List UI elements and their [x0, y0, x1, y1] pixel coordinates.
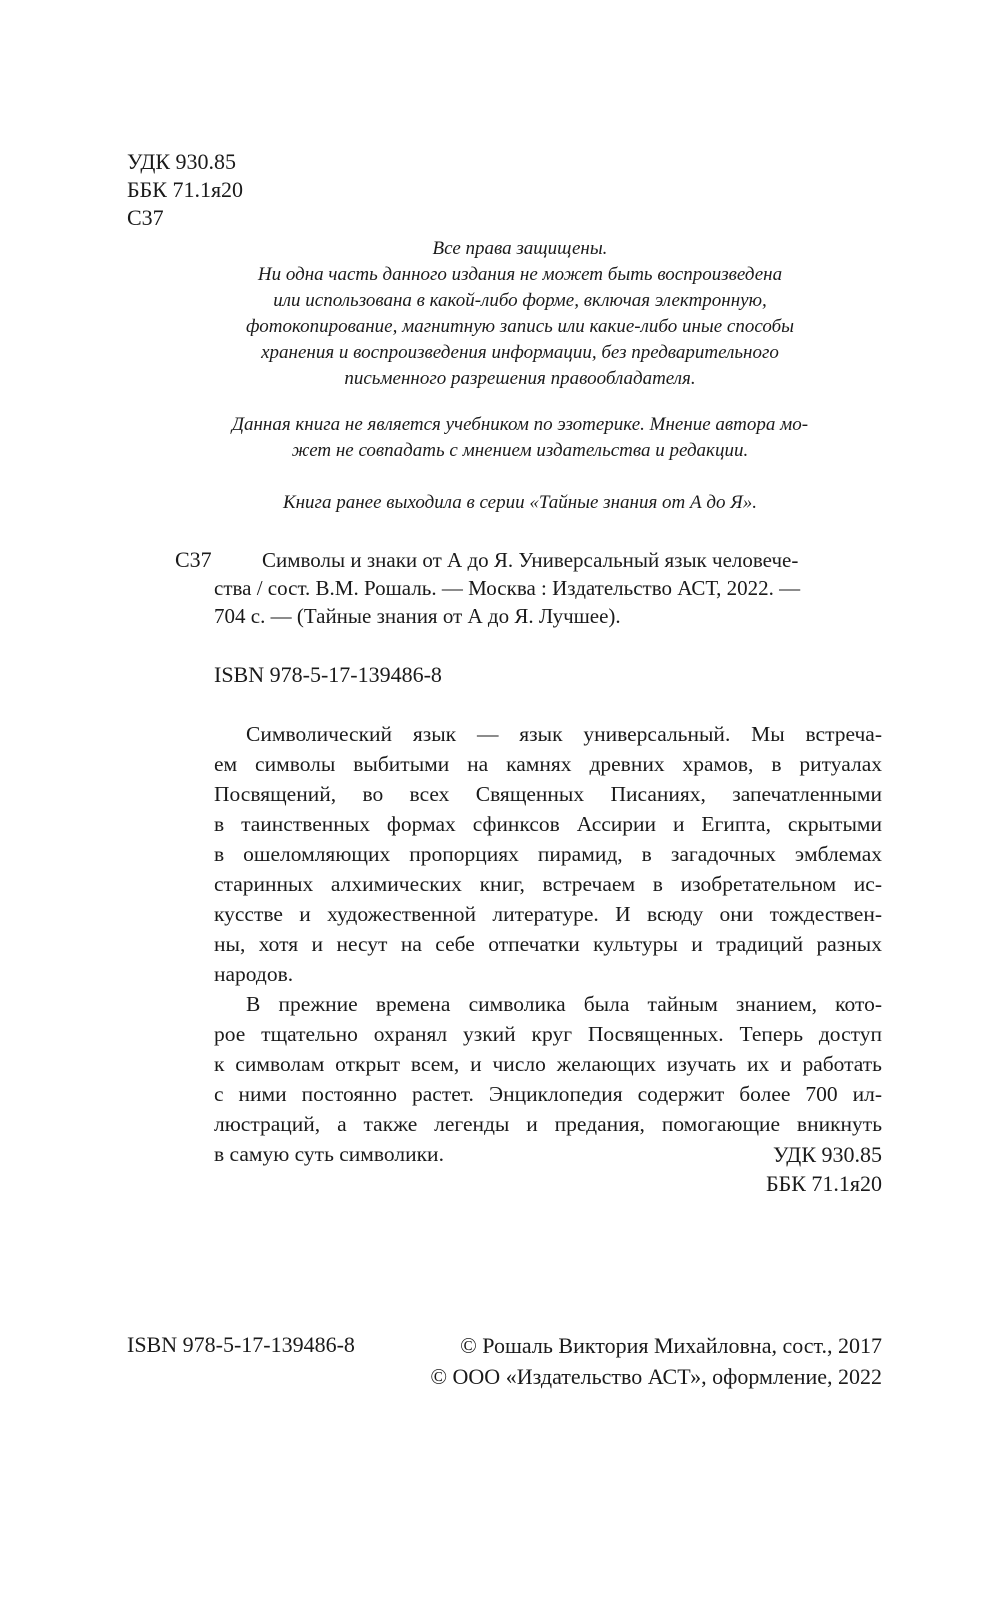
annotation-line: ны, хотя и несут на себе отпечатки культуры и традиций разных — [214, 932, 882, 956]
annotation-line: Символический язык — язык универсальный. Мы встреча- — [246, 722, 882, 746]
footer-bbk-code: ББК 71.1я20 — [765, 1171, 882, 1196]
rights-line: Все права защищены. — [432, 238, 608, 259]
annotation-line: кусстве и художественной литературе. И всюду они тождествен- — [214, 902, 882, 926]
annotation-line: в самую суть символики. — [214, 1142, 444, 1166]
footer-classification-codes — [766, 1140, 882, 1198]
rights-line: фотокопирование, магнитную запись или какие-либо иные способы — [245, 316, 794, 337]
rights-line: или использована в какой-либо форме, включая электронную, — [273, 290, 767, 311]
copyright-publisher: © ООО «Издательство АСТ», оформление, 2022 — [430, 1364, 882, 1389]
footer-udk-code: УДК 930.85 — [772, 1142, 882, 1167]
footer-isbn: ISBN 978-5-17-139486-8 — [127, 1332, 355, 1357]
classification-codes — [127, 148, 243, 232]
series-note-text: Книга ранее выходила в серии «Тайные знания от А до Я». — [283, 492, 757, 513]
annotation-line: народов. — [214, 962, 294, 986]
author-mark: С37 — [127, 205, 164, 230]
rights-notice — [180, 236, 860, 392]
annotation-line: ем символы выбитыми на камнях древних храмов, в ритуалах — [214, 752, 882, 776]
biblio-line: ства / сост. В.М. Рошаль. — Москва : Издательство АСТ, 2022. — — [214, 576, 801, 600]
bibliographic-record — [214, 546, 882, 630]
disclaimer-line: жет не совпадать с мнением издательства и редакции. — [291, 440, 749, 461]
annotation-line: Посвящений, во всех Священных Писаниях, запечатленными — [214, 782, 882, 806]
series-note — [180, 490, 860, 516]
annotation-line: с ними постоянно растет. Энциклопедия содержит более 700 ил- — [214, 1082, 882, 1106]
disclaimer-line: Данная книга не является учебником по эзотерике. Мнение автора мо- — [231, 414, 809, 435]
annotation-line: к символам открыт всем, и число желающих изучать их и работать — [214, 1052, 882, 1076]
annotation — [214, 719, 882, 1169]
annotation-line: рое тщательно охранял узкий круг Посвященных. Теперь доступ — [214, 1022, 882, 1046]
disclaimer — [180, 412, 860, 464]
rights-line: хранения и воспроизведения информации, без предварительного — [261, 342, 779, 363]
biblio-line: Символы и знаки от А до Я. Универсальный язык человече- — [262, 548, 799, 572]
udk-code: УДК 930.85 — [127, 149, 237, 174]
biblio-line: 704 с. — (Тайные знания от А до Я. Лучшее). — [214, 604, 621, 628]
annotation-line: в ошеломляющих пропорциях пирамид, в загадочных эмблемах — [214, 842, 882, 866]
bbk-code: ББК 71.1я20 — [127, 177, 244, 202]
annotation-line: В прежние времена символика была тайным знанием, кото- — [246, 992, 882, 1016]
annotation-line: люстраций, а также легенды и предания, помогающие вникнуть — [214, 1112, 882, 1136]
annotation-line: старинных алхимических книг, встречаем в изобретательном ис- — [214, 872, 882, 896]
copyright-block — [430, 1330, 882, 1392]
copyright-compiler: © Рошаль Виктория Михайловна, сост., 2017 — [460, 1333, 882, 1358]
annotation-line: в таинственных формах сфинксов Ассирии и Египта, скрытыми — [214, 812, 882, 836]
rights-line: письменного разрешения правообладателя. — [344, 368, 696, 389]
biblio-author-mark: С37 — [175, 547, 212, 572]
biblio-isbn: ISBN 978-5-17-139486-8 — [214, 662, 442, 687]
rights-line: Ни одна часть данного издания не может быть воспроизведена — [257, 264, 783, 285]
